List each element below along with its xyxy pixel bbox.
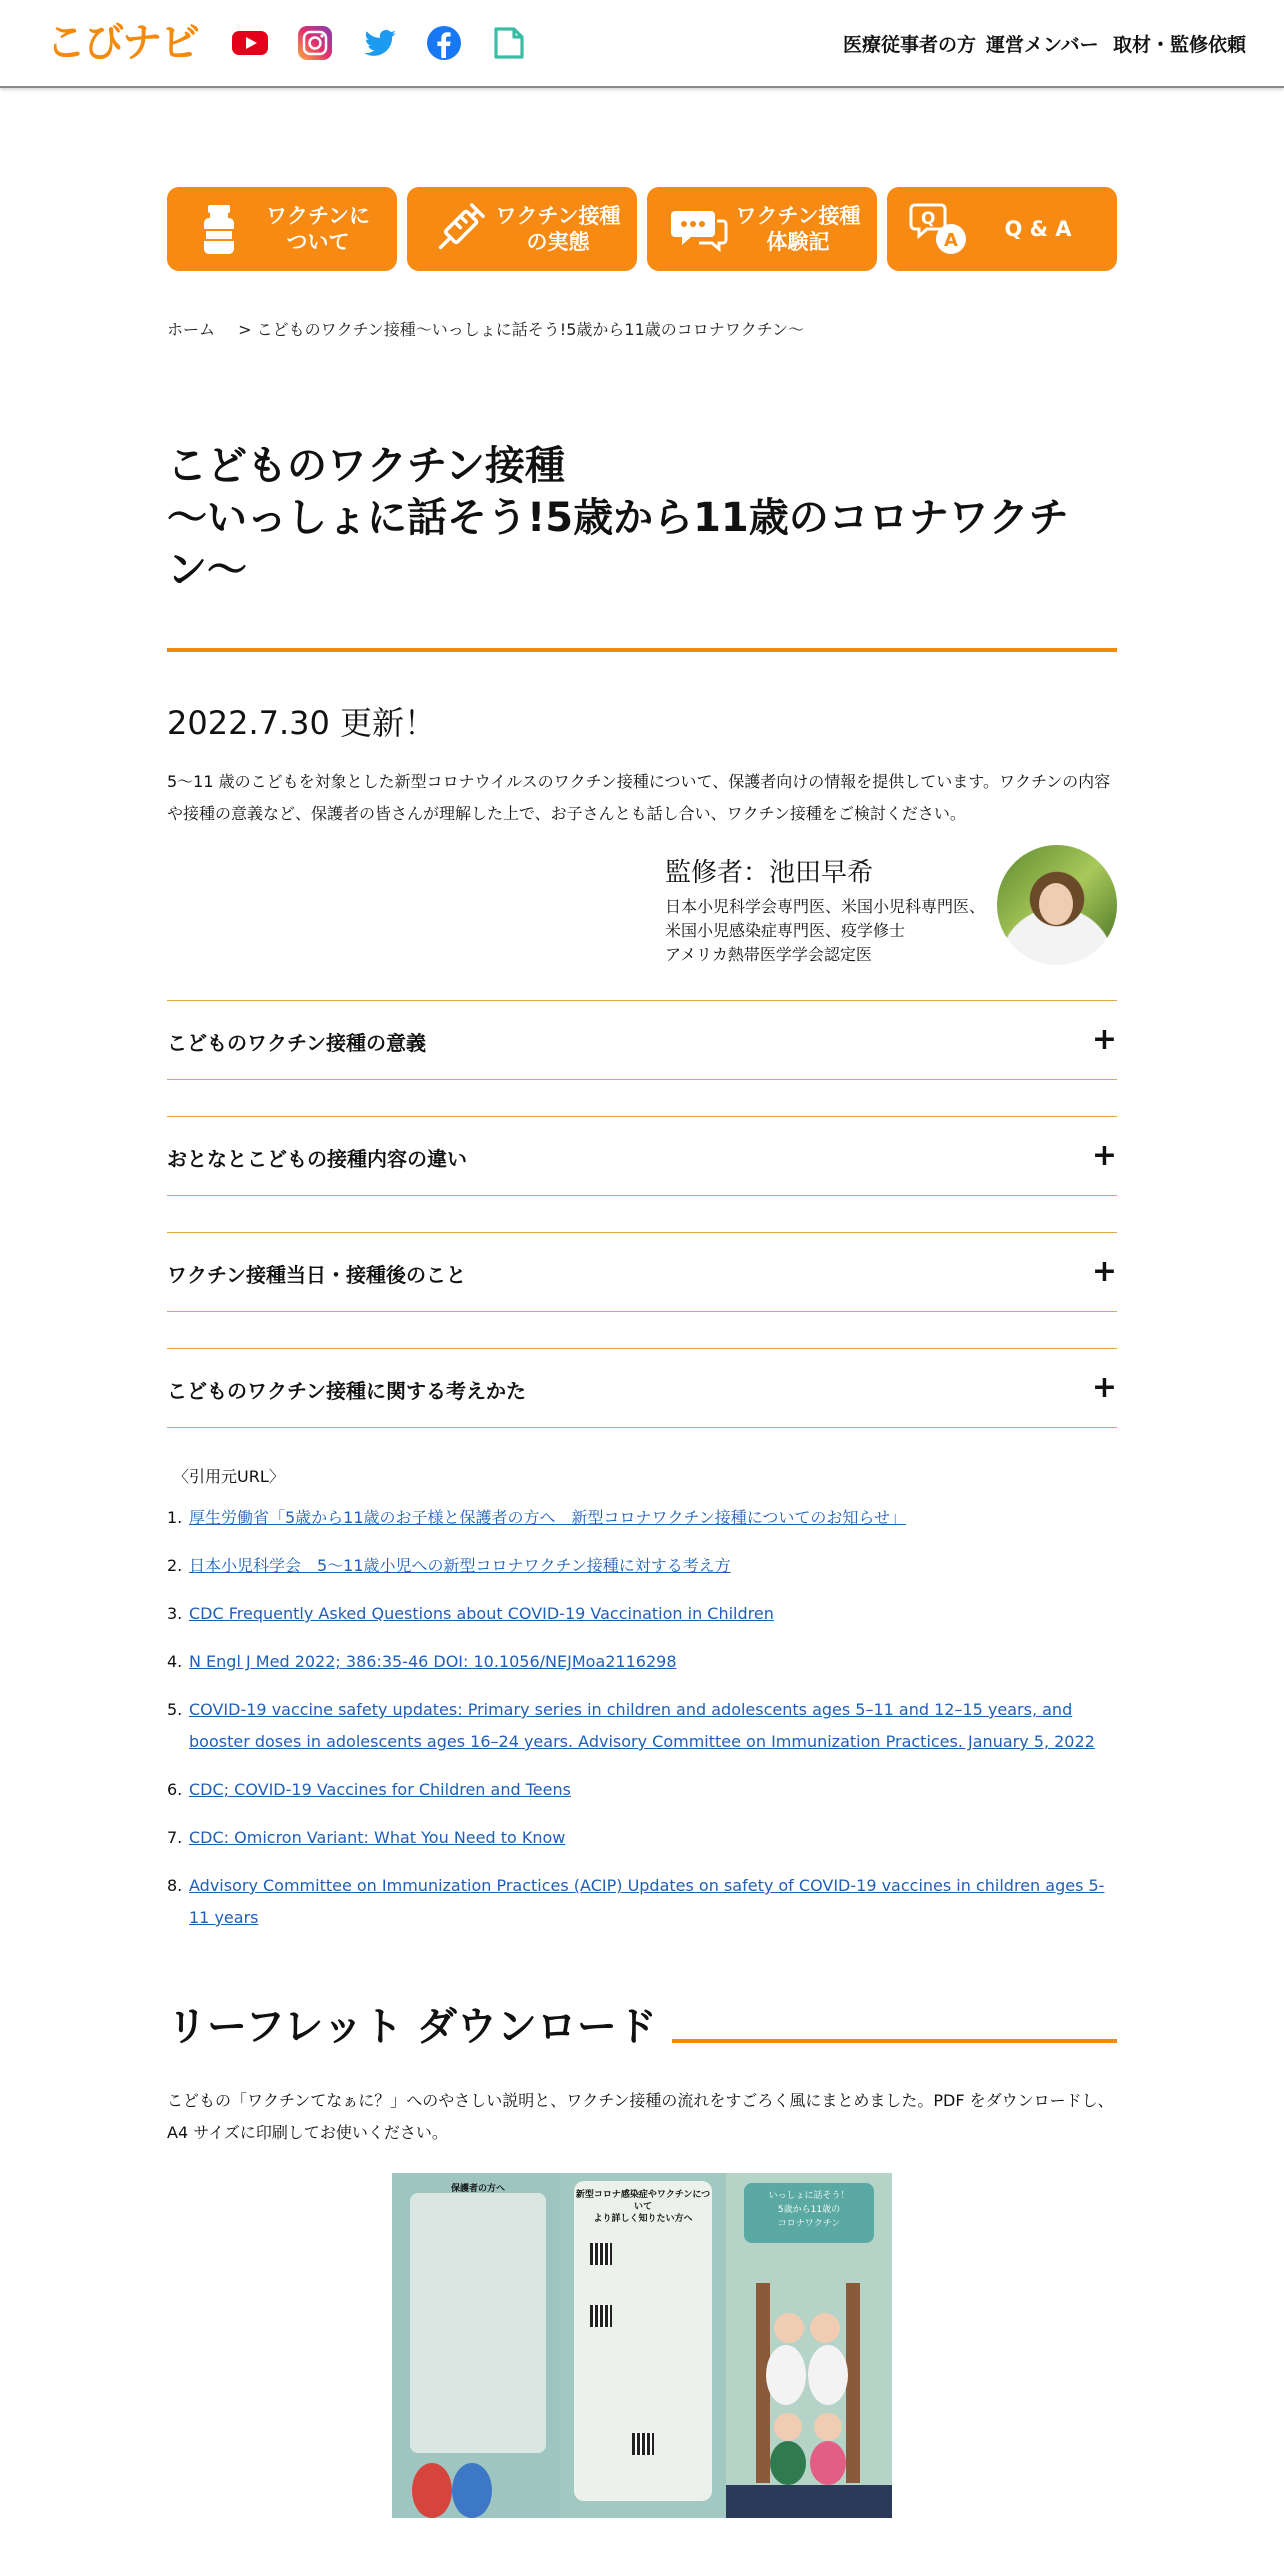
tab-vaccine-reality[interactable]	[407, 187, 637, 271]
citation-link[interactable]: N Engl J Med 2022; 386:35-46 DOI: 10.1056/NEJMoa2116298	[189, 1652, 677, 1671]
nav-members[interactable]: 運営メンバー	[986, 34, 1099, 56]
citation-item: 2. 日本小児科学会 5〜11歳小児への新型コロナワクチン接種に対する考え方	[167, 1556, 731, 1575]
supervisor-credential: アメリカ熱帯医学学会認定医	[665, 945, 872, 964]
title-line-2: 〜いっしょに話そう!5歳から11歳のコロナワクチン〜	[167, 495, 1069, 593]
syringe-icon	[429, 199, 489, 259]
leaflet-panel-cover	[726, 2173, 892, 2518]
citation-link[interactable]: CDC; COVID-19 Vaccines for Children and Teens	[189, 1780, 571, 1799]
site-header	[0, 0, 1284, 88]
supervisor-credential: 米国小児感染症専門医、疫学修士	[665, 921, 906, 940]
plus-icon[interactable]: +	[1091, 1254, 1117, 1289]
plus-icon[interactable]: +	[1091, 1022, 1117, 1057]
accordion-title: おとなとこどもの接種内容の違い	[167, 1147, 467, 1171]
citation-link[interactable]: 厚生労働省「5歳から11歳のお子様と保護者の方へ 新型コロナワクチン接種についてのお知らせ」	[189, 1508, 906, 1527]
leaflet-divider	[672, 2039, 1117, 2043]
tab-about-vaccine[interactable]	[167, 187, 397, 271]
speech-bubble-icon	[669, 199, 729, 259]
accordion-thinking[interactable]	[167, 1348, 1117, 1428]
leaflet-panel-title: 保護者の方へ	[450, 2184, 505, 2194]
intro-text: 5〜11 歳のこどもを対象とした新型コロナウイルスのワクチン接種について、保護者向けの情報を提供しています。ワクチンの内容や接種の意義など、保護者の皆さんが理解した上で、お子さんとも話し合い、ワクチン接種をご検討ください。	[167, 772, 1111, 823]
facebook-icon[interactable]	[424, 23, 464, 63]
leaflet-cover-badge: いっしょに話そう！ 5歳から11歳の コロナワクチン	[744, 2183, 874, 2243]
breadcrumb	[167, 317, 822, 340]
breadcrumb-home[interactable]: ホーム	[167, 320, 216, 339]
qa-icon	[909, 199, 969, 259]
title-line-1: こどものワクチン接種	[167, 443, 565, 489]
tab-label: ワクチンに ついて	[266, 204, 370, 254]
tab-experiences[interactable]	[647, 187, 877, 271]
tab-qa[interactable]	[887, 187, 1117, 271]
breadcrumb-current: > こどものワクチン接種〜いっしょに話そう!5歳から11歳のコロナワクチン〜	[238, 320, 804, 339]
tab-label: Q & A	[1004, 217, 1072, 241]
leaflet-panel-info	[560, 2173, 726, 2518]
youtube-icon[interactable]	[230, 23, 270, 63]
leaflet-description: こどもの「ワクチンてなぁに？」へのやさしい説明と、ワクチン接種の流れをすごろく風にまとめました。PDF をダウンロードし、A4 サイズに印刷してお使いください。	[167, 2091, 1114, 2142]
accordion-vaccination-day[interactable]	[167, 1232, 1117, 1312]
supervisor-credential: 日本小児科学会専門医、米国小児科専門医、	[665, 897, 986, 916]
update-date: 2022.7.30 更新！	[167, 704, 437, 742]
note-icon[interactable]	[488, 23, 528, 63]
citation-link[interactable]: 日本小児科学会 5〜11歳小児への新型コロナワクチン接種に対する考え方	[189, 1556, 731, 1575]
accordion-title: こどものワクチン接種に関する考えかた	[167, 1379, 526, 1403]
svg-text:Q: Q	[921, 209, 936, 229]
citation-link[interactable]: Advisory Committee on Immunization Practices (ACIP) Updates on safety of COVID-19 vaccines in children ages 5-11 years	[189, 1876, 1105, 1927]
supervisor-info	[665, 852, 985, 967]
plus-icon[interactable]: +	[1091, 1138, 1117, 1173]
tab-label: ワクチン接種 体験記	[735, 204, 861, 254]
citation-item: 7. CDC: Omicron Variant: What You Need to Know	[167, 1828, 566, 1847]
citation-item: 1. 厚生労働省「5歳から11歳のお子様と保護者の方へ 新型コロナワクチン接種についてのお知らせ」	[167, 1508, 906, 1527]
tab-label: ワクチン接種 の実態	[495, 204, 621, 254]
site-logo[interactable]: こびナビ	[46, 20, 198, 66]
citation-item: 6. CDC; COVID-19 Vaccines for Children and Teens	[167, 1780, 571, 1799]
citation-link[interactable]: CDC: Omicron Variant: What You Need to Know	[189, 1828, 566, 1847]
leaflet-download-image[interactable]	[392, 2173, 892, 2518]
accordion-title: ワクチン接種当日・接種後のこと	[167, 1263, 466, 1287]
citation-item: 5. COVID-19 vaccine safety updates: Primary series in children and adolescents ages 5–11 and 12–15 years, and booster doses in adolescents ages 16–24 years. Advisory Committee on Immunization Practices. January 5, 2022	[167, 1700, 1095, 1751]
instagram-icon[interactable]	[295, 23, 335, 63]
plus-icon[interactable]: +	[1091, 1370, 1117, 1405]
title-divider	[167, 648, 1117, 652]
nav-press-inquiry[interactable]: 取材・監修依頼	[1113, 34, 1247, 56]
twitter-icon[interactable]	[360, 23, 400, 63]
citation-list	[167, 1502, 1117, 1950]
svg-text:A: A	[944, 230, 958, 251]
accordion-significance[interactable]	[167, 1000, 1117, 1080]
vaccine-bottle-icon	[189, 199, 249, 259]
accordion-title: こどものワクチン接種の意義	[167, 1031, 426, 1055]
citation-link[interactable]: CDC Frequently Asked Questions about COVID-19 Vaccination in Children	[189, 1604, 774, 1623]
citation-item: 4. N Engl J Med 2022; 386:35-46 DOI: 10.1056/NEJMoa2116298	[167, 1652, 677, 1671]
leaflet-heading: リーフレット ダウンロード	[167, 2004, 657, 2050]
citations-heading: 〈引用元URL〉	[173, 1467, 285, 1486]
supervisor-avatar	[997, 845, 1117, 965]
leaflet-panel-parents	[392, 2173, 560, 2518]
citation-link[interactable]: COVID-19 vaccine safety updates: Primary series in children and adolescents ages 5–11 and 12–15 years, and booster doses in adolescents ages 16–24 years. Advisory Committee on Immunization Practices. January 5, 2022	[189, 1700, 1095, 1751]
supervisor-name: 監修者：池田早希	[665, 858, 874, 888]
nav-medical-professionals[interactable]: 医療従事者の方	[843, 34, 977, 56]
leaflet-panel-title: 新型コロナ感染症やワクチンについて より詳しく知りたい方へ	[575, 2190, 711, 2224]
citation-item: 3. CDC Frequently Asked Questions about COVID-19 Vaccination in Children	[167, 1604, 774, 1623]
page-title	[167, 440, 1117, 596]
citation-item: 8. Advisory Committee on Immunization Practices (ACIP) Updates on safety of COVID-19 vaccines in children ages 5-11 years	[167, 1876, 1105, 1927]
accordion-differences[interactable]	[167, 1116, 1117, 1196]
